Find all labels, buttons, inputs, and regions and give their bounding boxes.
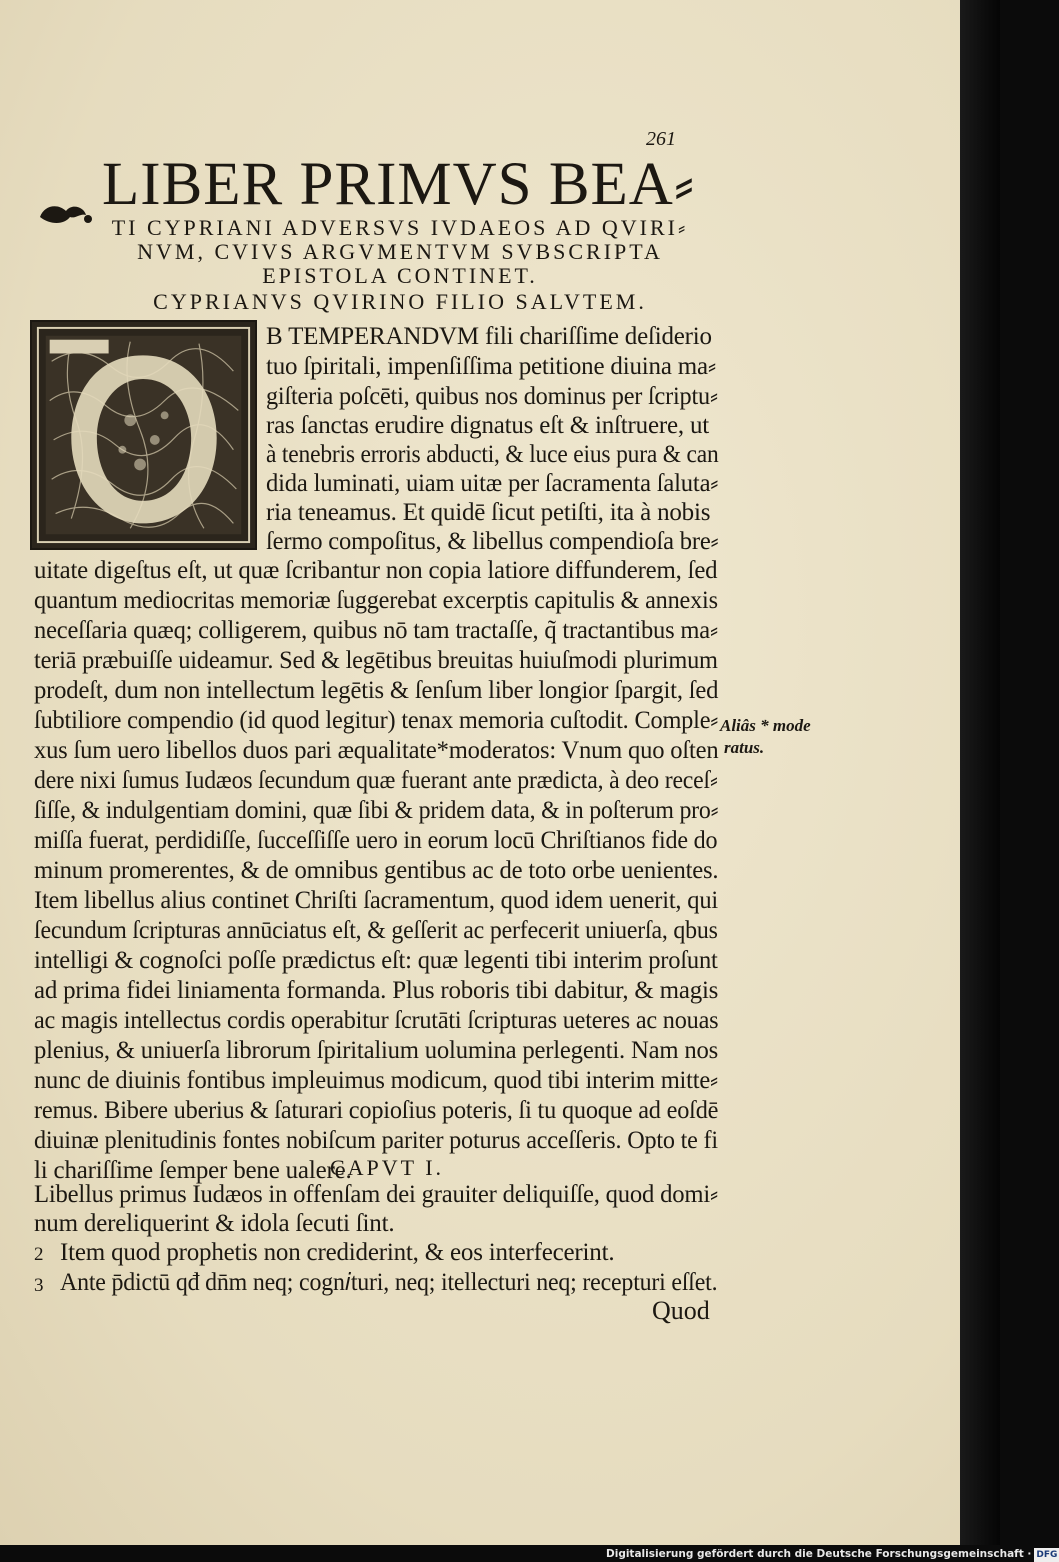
body-line: giſteria poſcēti, quibus nos dominus per ſcriptu⸗ xyxy=(266,383,718,410)
margin-note-line-1: Aliâs * mode xyxy=(720,716,811,735)
chapter-line: num dereliquerint & idola ſecuti ſint. xyxy=(34,1210,395,1237)
body-line: tuo ſpiritali, impenſiſſima petitione diuina ma⸗ xyxy=(266,353,717,380)
body-line: intelligi & cognoſci poſſe prædictus eſt: quæ legenti tibi interim proſunt xyxy=(34,947,718,974)
title-line-2: TI CYPRIANI ADVERSVS IVDAEOS AD QVIRI⸗ xyxy=(111,215,689,240)
woodcut-initial-icon xyxy=(32,322,255,548)
body-line: neceſſaria quæq; colligerem, quibus nō tam tractaſſe, q̃ tractantibus ma⸗ xyxy=(34,617,718,644)
body-line: ria teneamus. Et quidē ſicut petiſti, ita à nobis xyxy=(266,499,711,526)
chapter-line: Libellus primus Iudæos in offenſam dei grauiter deliquiſſe, quod domi⸗ xyxy=(34,1181,719,1208)
digitization-footer xyxy=(606,1547,1058,1561)
footer-text: Digitalisierung gefördert durch die Deutsche Forschungsgemeinschaft · xyxy=(606,1548,1032,1560)
body-line: quantum mediocritas memoriæ ſuggerebat excerptis capitulis & annexis xyxy=(34,587,718,614)
title-text-1: LIBER PRIMVS BEA⸗ xyxy=(102,151,696,218)
chapter-item-number: 3 xyxy=(34,1275,44,1296)
chapter-item-number: 2 xyxy=(34,1244,44,1265)
body-line: à tenebris erroris abducti, & luce eius pura & can xyxy=(266,441,719,468)
body-line: ras ſanctas erudire dignatus eſt & inſtruere, ut xyxy=(266,412,710,439)
title-line-1 xyxy=(36,150,726,220)
body-line: nunc de diuinis fontibus impleuimus modicum, quod tibi interim mitte⸗ xyxy=(34,1067,718,1094)
body-line: teriā præbuiſſe uideamur. Sed & legētibus breuitas huiuſmodi plurimum xyxy=(34,647,718,674)
margin-note-line-2: ratus. xyxy=(724,738,765,757)
body-line: plenius, & uniuerſa librorum ſpiritalium uolumina perlegenti. Nam nos xyxy=(34,1037,719,1064)
body-line: ad prima fidei liniamenta formanda. Plus roboris tibi dabitur, & magis xyxy=(34,977,719,1004)
body-line: dere nixi ſumus Iudæos ſecundum quæ fuerant ante prædicta, à deo receſ⸗ xyxy=(34,767,718,794)
body-line: Item libellus alius continet Chriſti ſacramentum, quod idem uenerit, qui xyxy=(34,887,718,914)
decorated-initial-letter xyxy=(30,320,257,550)
folio-number: 261 xyxy=(646,128,676,150)
body-line: ac magis intellectus cordis operabitur ſcrutāti ſcripturas ueteres ac nouas xyxy=(34,1007,719,1034)
fleuron-ornament-icon xyxy=(36,175,96,205)
body-line: prodeſt, dum non intellectum legētis & ſenſum liber longior ſpargit, ſed xyxy=(34,677,719,704)
salutation-line: CYPRIANVS QVIRINO FILIO SALVTEM. xyxy=(153,289,647,314)
body-line: ſiſſe, & indulgentiam domini, quæ ſibi & pridem data, & in poſterum pro⸗ xyxy=(34,797,719,824)
body-line: diuinæ plenitudinis fontes nobiſcum pariter poturus acceſſeris. Opto te fi xyxy=(34,1127,718,1154)
body-line: B TEMPERANDVM fili chariſſime deſiderio xyxy=(266,323,712,350)
body-line: dida luminati, uiam uitæ per ſacramenta ſaluta⸗ xyxy=(266,470,719,497)
body-line: xus ſum uero libellos duos pari æqualitate*moderatos: Vnum quo oſten xyxy=(34,737,719,764)
body-line: li chariſſime ſemper bene ualere. xyxy=(34,1157,352,1184)
body-line: minum promerentes, & de omnibus gentibus ac de toto orbe uenientes. xyxy=(34,857,719,884)
title-line-3: NVM, CVIVS ARGVMENTVM SVBSCRIPTA xyxy=(137,239,663,264)
body-line: ſecundum ſcripturas annūciatus eſt, & geſſerit ac perfecerit uniuerſa, qbus xyxy=(34,917,718,944)
body-line: miſſa fuerat, perdidiſſe, ſucceſſiſſe uero in eorum locū Chriſtianos fide do xyxy=(34,827,718,854)
dfg-logo-icon: DFG xyxy=(1036,1550,1058,1560)
chapter-line: Ante p̄dictū qđ dn̄m neq; cogn𝑖turi, neq; itellecturi neq; recepturi eſſet. xyxy=(60,1269,718,1296)
chapter-line: Item quod prophetis non crediderint, & eos interfecerint. xyxy=(60,1239,615,1266)
catchword: Quod xyxy=(652,1296,710,1325)
body-line: uitate digeſtus eſt, ut quæ ſcribantur non copia latiore diffunderem, ſed xyxy=(34,557,718,584)
chapter-heading: CAPVT I. xyxy=(330,1155,445,1180)
body-line: remus. Bibere uberius & ſaturari copioſius poteris, ſi tu quoque ad eoſdē xyxy=(34,1097,719,1124)
body-line: ſermo compoſitus, & libellus compendioſa bre⸗ xyxy=(266,528,719,555)
body-line: ſubtiliore compendio (id quod legitur) tenax memoria cuſtodit. Comple⸗ xyxy=(34,707,719,734)
scan-border xyxy=(960,0,1000,1545)
title-line-4: EPISTOLA CONTINET. xyxy=(262,263,538,288)
